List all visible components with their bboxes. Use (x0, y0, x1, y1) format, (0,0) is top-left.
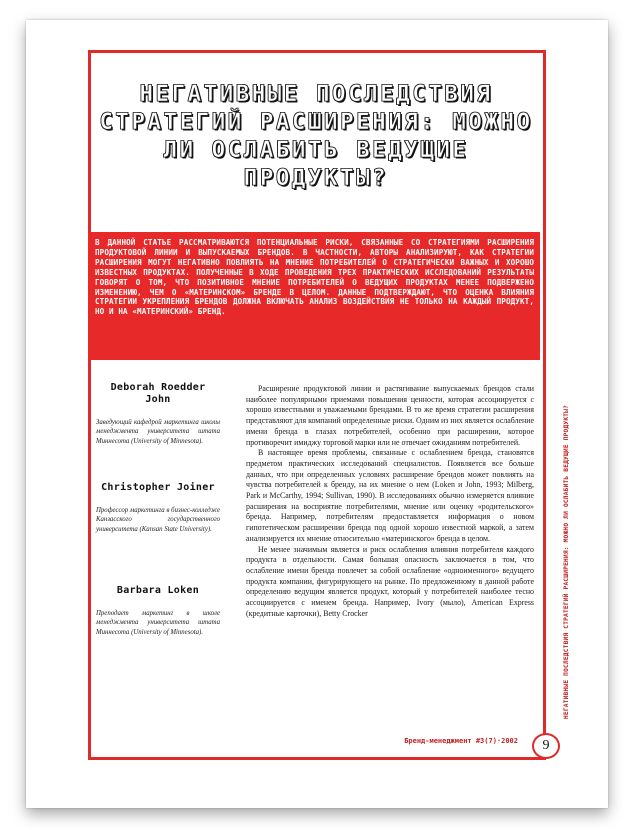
body-paragraph: В настоящее время проблемы, связанные с ослаблением бренда, становятся предметом практических исследований специалистов. Появляется все больше данных, что при определенных условиях расширение брендов может повлиять на чувства потребителей к бренду, на их мнение о нем (Loken и John, 1993; Milberg, Park и McCarthy, 1994; Sullivan, 1990). В исследованиях обычно измеряется влияние расширения на восприятие потребителями, мнение или оценку «родительского» бренда. Например, потребителям предоставляется информация о новом гипотетическом расширении бренда под одной хорошо известной маркой, а затем анализируется их мнение относительно «материнского» бренда в целом. (246, 448, 534, 543)
author-block (96, 382, 220, 446)
article-body (246, 384, 534, 619)
page-number: 9 (532, 733, 560, 759)
author-block (96, 482, 220, 534)
journal-footer: Бренд-менеджмент #3(7)·2002 (404, 737, 518, 745)
author-name: Barbara Loken (116, 585, 200, 596)
author-name: Christopher Joiner (101, 482, 215, 493)
author-desc: Профессор маркетинга в бизнес-колледже Канзасского государственного университета (Kansan State University). (96, 507, 220, 533)
author-name: Deborah Roedder John (110, 382, 206, 405)
article-title: НЕГАТИВНЫЕ ПОСЛЕДСТВИЯ СТРАТЕГИЙ РАСШИРЕНИЯ: МОЖНО ЛИ ОСЛАБИТЬ ВЕДУЩИЕ ПРОДУКТЫ? (99, 81, 533, 191)
body-paragraph: Расширение продуктовой линии и растягивание выпускаемых брендов стали наиболее популярными приемами повышения ценности, которая ассоциируется с хорошо известными и уважаемыми брендами. В то же время стратегии расширения представляют для компаний определенные риски. Одним из них является ослабление имени бренда в глазах потребителей, особенно при расширении, которое противоречит имиджу торговой марки или не отвечает ожиданиям потребителей. (246, 384, 534, 447)
lead-text: В ДАННОЙ СТАТЬЕ РАССМАТРИВАЮТСЯ ПОТЕНЦИАЛЬНЫЕ РИСКИ, СВЯЗАННЫЕ СО СТРАТЕГИЯМИ РАСШИРЕНИЯ ПРОДУКТОВОЙ ЛИНИИ И ВЫПУСКАЕМЫХ БРЕНДОВ. В ЧАСТНОСТИ, АВТОРЫ АНАЛИЗИРУЮТ, КАК СТРАТЕГИИ РАСШИРЕНИЯ МОГУТ НЕГАТИВНО ПОВЛИЯТЬ НА МНЕНИЕ ПОТРЕБИТЕЛЕЙ О СТРАТЕГИЧЕСКИ ВАЖНЫХ И ХОРОШО ИЗВЕСТНЫХ ПРОДУКТАХ. ПОЛУЧЕННЫЕ В ХОДЕ ПРОВЕДЕНИЯ ТРЕХ ПРАКТИЧЕСКИХ ИССЛЕДОВАНИЙ РЕЗУЛЬТАТЫ ГОВОРЯТ О ТОМ, ЧТО ПОЗИТИВНОЕ МНЕНИЕ ПОТРЕБИТЕЛЕЙ О ВЕДУЩИХ ПРОДУКТАХ МЕНЕЕ ПОДВЕРЖЕНО ИЗМЕНЕНИЮ, ЧЕМ О «МАТЕРИНСКОМ» БРЕНДЕ В ЦЕЛОМ. ДАННЫЕ ПОДТВЕРЖДАЮТ, ЧТО ОЦЕНКА ВЛИЯНИЯ СТРАТЕГИИ УКРЕПЛЕНИЯ БРЕНДОВ ДОЛЖНА ВКЛЮЧАТЬ АНАЛИЗ ВОЗДЕЙСТВИЯ НЕ ТОЛЬКО НА КАЖДЫЙ ПРОДУКТ, НО И НА «МАТЕРИНСКИЙ» БРЕНД. (95, 238, 534, 317)
lead-box (88, 232, 540, 360)
author-desc: Преподает маркетинг в школе менеджмента университета штата Миннесота (University of Minnesota). (96, 610, 220, 636)
body-paragraph: Не менее значимым является и риск ослабления влияния потребителя каждого продукта в отдельности. Самая большая опасность заключается в том, что ослабление имени бренда повлечет за собой ослабление «одноименного» ведущего продукта компании, фигурирующего на рынке. По предложенному в данной работе определению ведущим является продукт, который у потребителей наиболее тесно ассоциируется с именем бренда. Например, Ivory (мыло), American Express (кредитные карточки), Betty Crocker (246, 544, 534, 618)
vertical-running-title: НЕГАТИВНЫЕ ПОСЛЕДСТВИЯ СТРАТЕГИЙ РАСШИРЕНИЯ: МОЖНО ЛИ ОСЛАБИТЬ ВЕДУЩИЕ ПРОДУКТЫ? (563, 404, 570, 719)
author-block (96, 585, 220, 637)
author-desc: Заведующий кафедрой маркетинга школы менеджмента университета штата Миннесота (University of Minnesota). (96, 419, 220, 445)
